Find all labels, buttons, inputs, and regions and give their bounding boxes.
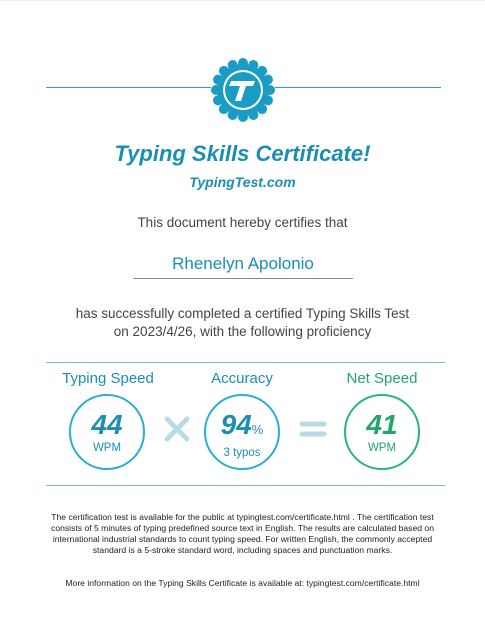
net-speed-circle [344, 394, 420, 470]
site-name: TypingTest.com [189, 174, 296, 190]
net-speed-value: 41 [366, 409, 398, 440]
typingtest-seal-logo-icon [207, 54, 279, 126]
typing-speed-label: Typing Speed [62, 370, 154, 387]
seal-scallop [257, 66, 267, 76]
seal-scallop [211, 85, 221, 95]
seal-scallop [228, 110, 238, 120]
accuracy-percent-sign: % [251, 422, 264, 437]
certificate-title: Typing Skills Certificate! [114, 141, 371, 166]
seal-scallop [238, 112, 248, 122]
seal-scallop [248, 110, 258, 120]
seal-scallop [263, 95, 273, 105]
typing-speed-value: 44 [91, 409, 123, 440]
accuracy-value-line [206, 410, 278, 445]
seal-scallop [263, 75, 273, 85]
accuracy-value: 94 [220, 409, 252, 440]
certificate-header [0, 52, 485, 124]
multiply-icon [162, 414, 192, 444]
seal-scallop [219, 104, 229, 114]
typing-speed-circle [69, 394, 145, 470]
net-speed-unit: WPM [367, 442, 397, 454]
accuracy-typos: 3 typos [223, 447, 261, 459]
seal-scallop [213, 95, 223, 105]
typing-speed-unit: WPM [92, 442, 122, 454]
seal-scallop [238, 58, 248, 68]
net-speed-label: Net Speed [346, 370, 418, 387]
seal-scallop [265, 85, 275, 95]
completion-statement: has successfully completed a certified Typing Skills Test on 2023/4/26, with the following proficiency [75, 306, 410, 339]
certifies-statement: This document hereby certifies that [137, 215, 348, 230]
certification-fineprint: The certification test is available for the public at typingtest.com/certificate.html . The certification test consists of 5 minutes of typing predefined source text in English. The results are calculated based on international industrial standards to count typing speed. For written English, the commonly accepted standard is a 5-stroke standard word, including spaces and punctuation marks. [51, 512, 434, 555]
header-divider-left [46, 87, 211, 88]
accuracy-label: Accuracy [211, 370, 273, 387]
equals-icon [298, 414, 328, 444]
recipient-name: Rhenelyn Apolonio [133, 254, 353, 279]
seal-scallop [213, 75, 223, 85]
header-divider-right [275, 87, 441, 88]
accuracy-circle [204, 394, 280, 470]
seal-scallop [219, 66, 229, 76]
metrics-divider-top [46, 362, 445, 363]
seal-scallop [228, 60, 238, 70]
seal-scallop [248, 60, 258, 70]
seal-scallop [257, 104, 267, 114]
metrics-divider-bottom [46, 485, 445, 486]
more-info-text: More information on the Typing Skills Certificate is available at: typingtest.com/certificate.html [65, 578, 420, 588]
